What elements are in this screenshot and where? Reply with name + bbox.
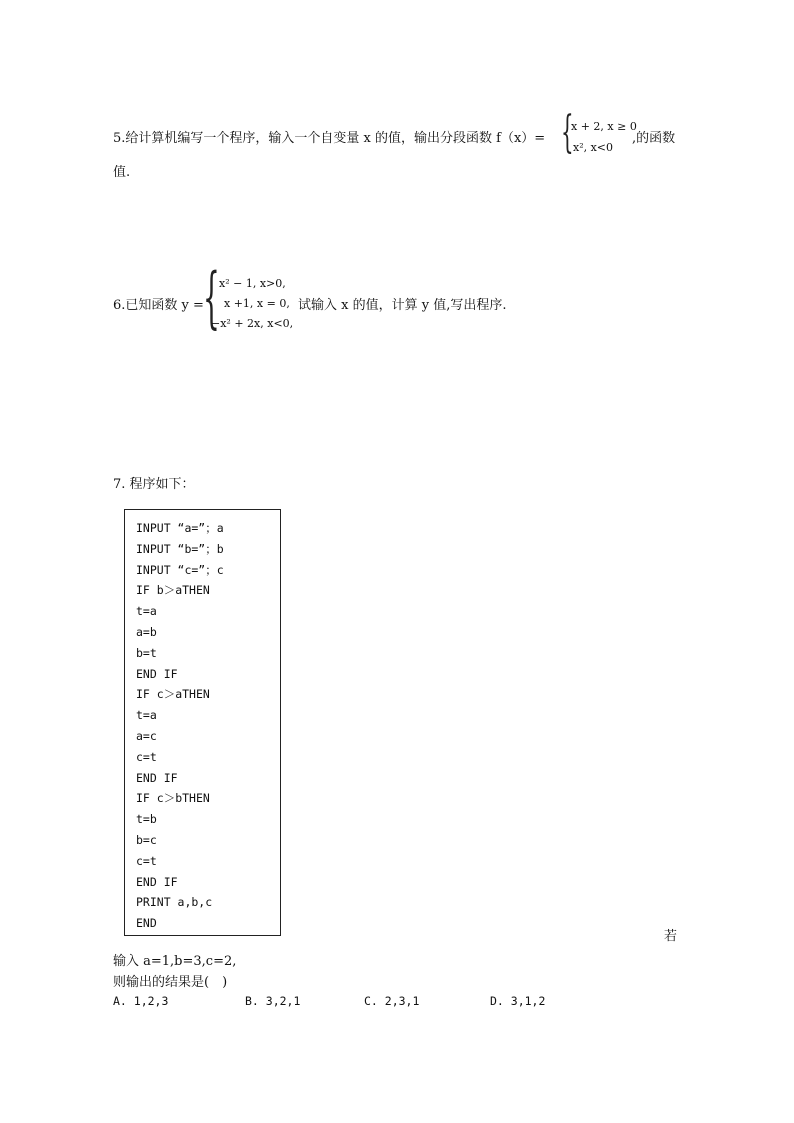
q6-case-3: −x² + 2x, x<0, [211, 317, 294, 330]
code-line: c=t [136, 749, 157, 764]
q5-piecewise-brace: { [561, 107, 574, 158]
q6-text: 6.已知函数 y = [113, 298, 204, 313]
code-line: t=a [136, 708, 157, 723]
code-line: a=c [136, 728, 157, 743]
option-d: D. 3,1,2 [490, 994, 546, 1008]
q5-continuation: 值. [113, 165, 131, 180]
q6-case-1: x² − 1, x>0, [219, 277, 286, 290]
code-line: t=a [136, 604, 157, 619]
q5-suffix: ,的函数 [632, 131, 676, 146]
q6-suffix: 试输入 x 的值，计算 y 值,写出程序. [298, 298, 507, 313]
code-line: c=t [136, 853, 157, 868]
code-line: b=c [136, 832, 157, 847]
code-box [124, 509, 281, 936]
q6-piecewise-brace: { [203, 259, 220, 336]
q7-ruo-text: 若 [664, 929, 678, 944]
code-line: END IF [136, 874, 178, 889]
q7-input-line: 输入 a=1,b=3,c=2, [113, 954, 237, 969]
code-line: END IF [136, 770, 178, 785]
option-a: A. 1,2,3 [113, 994, 169, 1008]
code-line: INPUT “b=”；b [136, 541, 224, 556]
code-line: IF b＞aTHEN [136, 583, 210, 598]
code-line: a=b [136, 624, 157, 639]
code-line: t=b [136, 812, 157, 827]
q7-question: 则输出的结果是( ) [113, 975, 228, 990]
code-line: IF c＞aTHEN [136, 687, 210, 702]
q5-text: 5.给计算机编写一个程序，输入一个自变量 x 的值，输出分段函数 f（x）= [113, 131, 546, 146]
code-line: INPUT “a=”；a [136, 521, 224, 535]
code-lines [136, 518, 224, 934]
q5-case-1: x + 2, x ≥ 0 [571, 120, 637, 133]
code-line: IF c＞bTHEN [136, 791, 210, 806]
q7-title: 7. 程序如下： [113, 477, 195, 492]
option-b: B. 3,2,1 [245, 994, 301, 1008]
code-line: INPUT “c=”；c [136, 562, 224, 577]
code-line: END IF [136, 666, 178, 681]
q6-case-2: x +1, x = 0, [224, 297, 290, 310]
option-c: C. 2,3,1 [364, 994, 420, 1008]
code-line: END [136, 916, 157, 931]
code-line: b=t [136, 645, 157, 660]
q5-case-2: x², x<0 [573, 141, 614, 154]
code-line: PRINT a,b,c [136, 895, 213, 910]
